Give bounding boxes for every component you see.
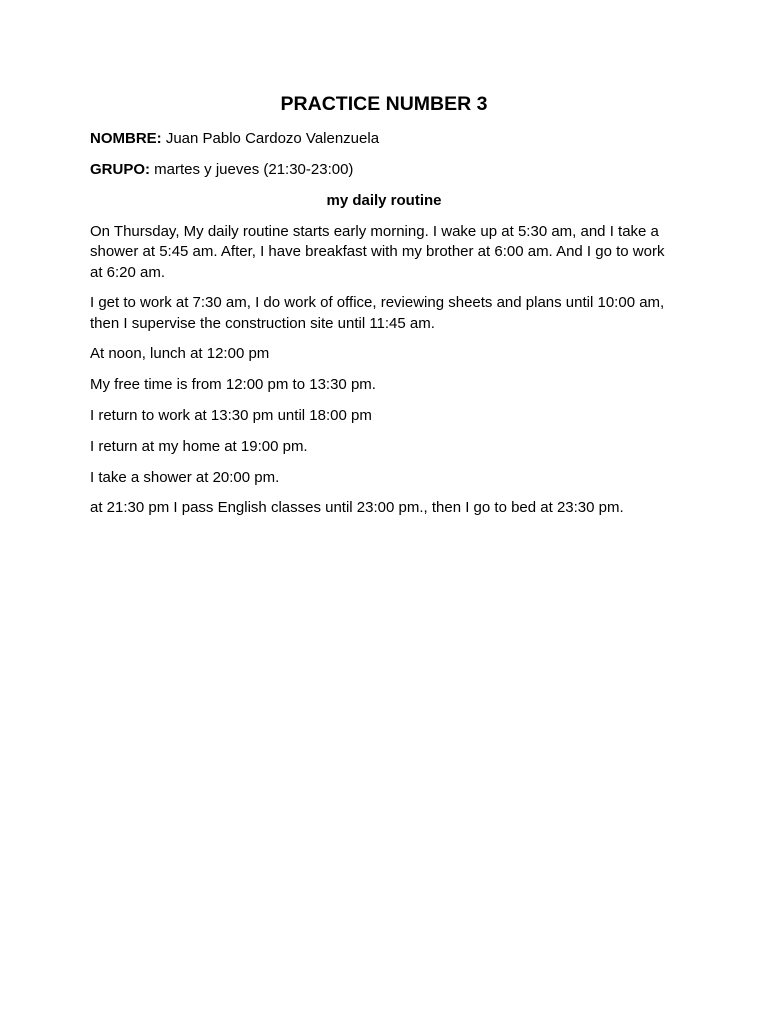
name-value: Juan Pablo Cardozo Valenzuela <box>161 130 380 147</box>
group-label: GRUPO: <box>90 161 150 178</box>
paragraph: I get to work at 7:30 am, I do work of office, reviewing sheets and plans until 10:00 am, then I supervise the construction site until 11:45 am. <box>90 294 665 332</box>
paragraph: My free time is from 12:00 pm to 13:30 pm. <box>90 376 376 394</box>
group-field <box>90 160 678 180</box>
group-value: martes y jueves (21:30-23:00) <box>150 161 354 178</box>
paragraph: I take a shower at 20:00 pm. <box>90 468 280 486</box>
paragraph: at 21:30 pm I pass English classes until 23:00 pm., then I go to bed at 23:30 pm. <box>90 499 624 517</box>
paragraph: I return at my home at 19:00 pm. <box>90 437 308 455</box>
paragraph: I return to work at 13:30 pm until 18:00 pm <box>90 407 372 425</box>
name-field <box>90 129 678 149</box>
document-subtitle: my daily routine <box>326 192 442 209</box>
name-label: NOMBRE: <box>90 130 162 147</box>
paragraph: At noon, lunch at 12:00 pm <box>90 345 270 363</box>
paragraph: On Thursday, My daily routine starts early morning. I wake up at 5:30 am, and I take a shower at 5:45 am. After, I have breakfast with my brother at 6:00 am. And I go to work at 6:20 am. <box>90 223 665 281</box>
document-title: PRACTICE NUMBER 3 <box>280 93 488 115</box>
